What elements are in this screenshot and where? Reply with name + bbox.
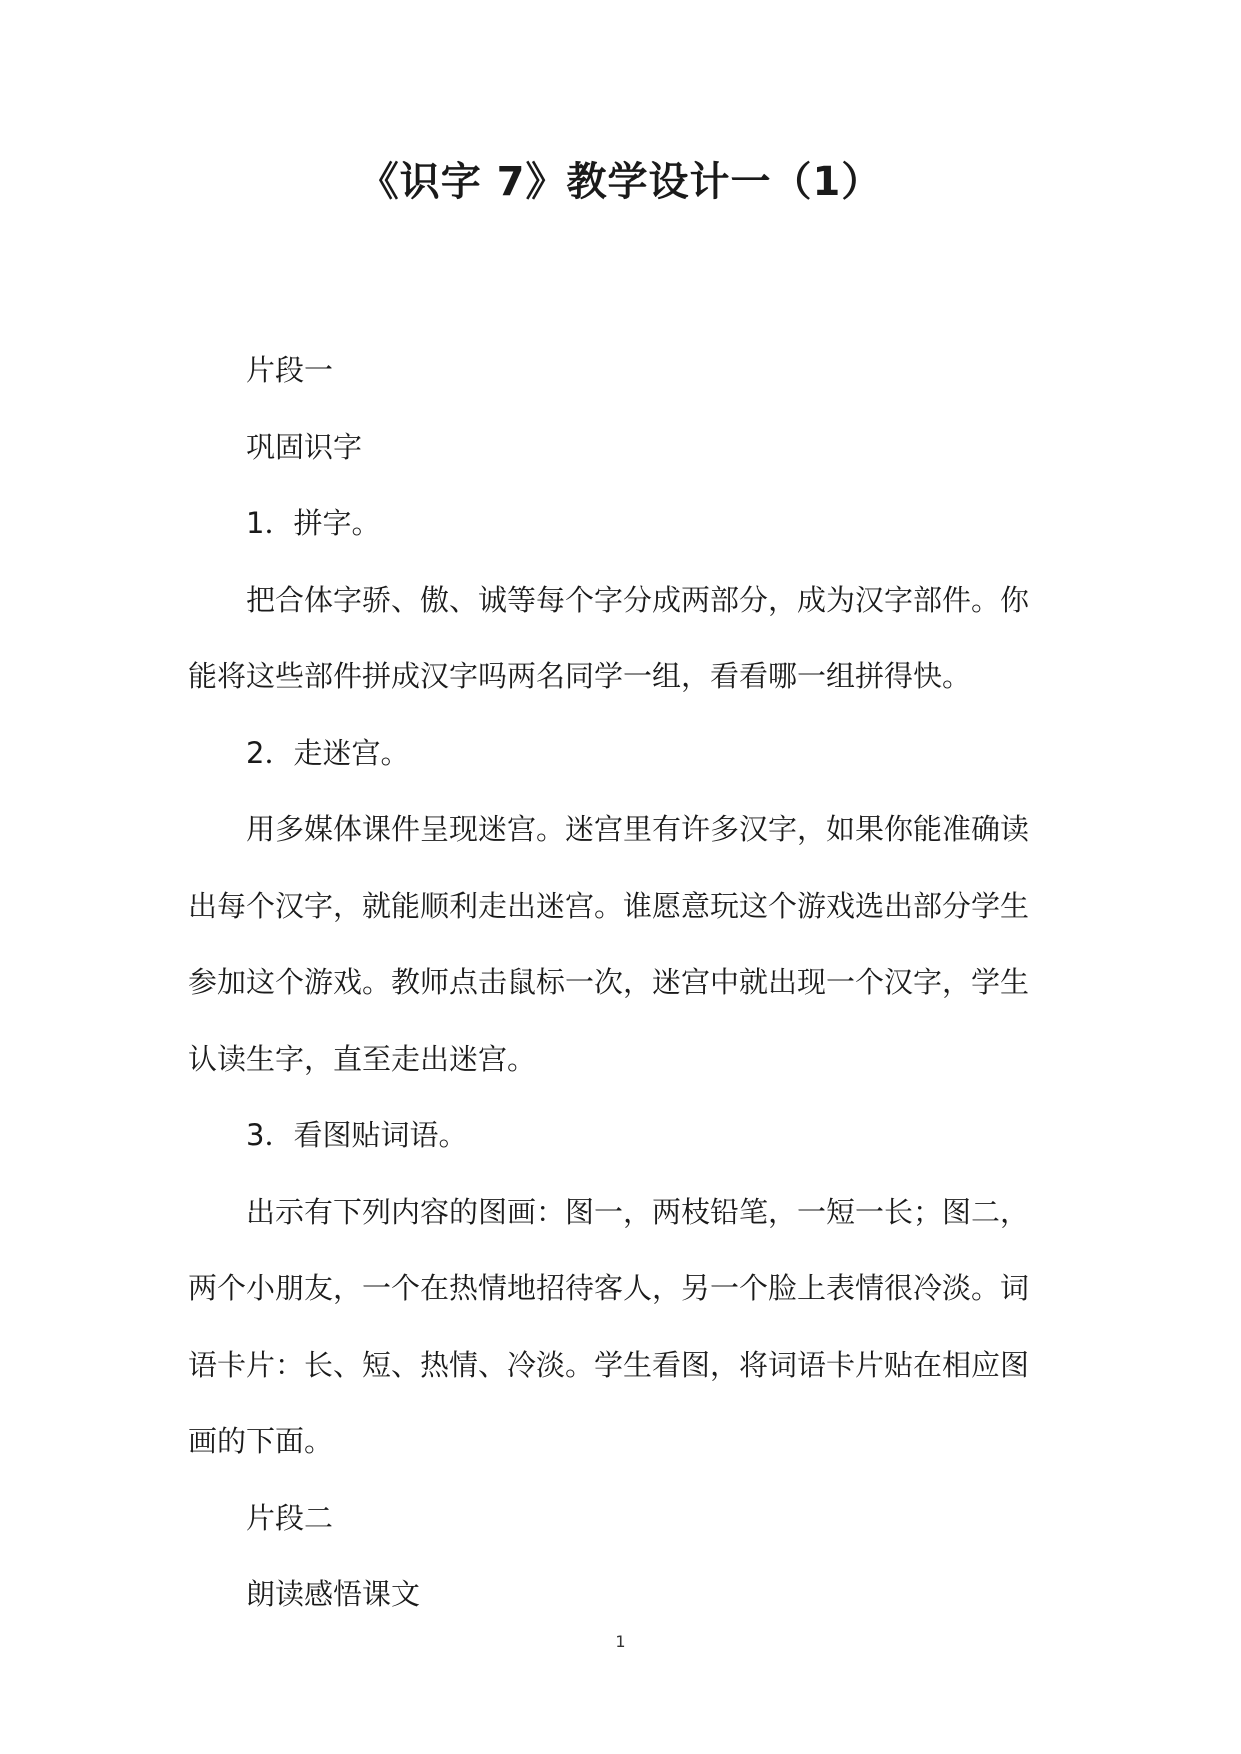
document-body [188, 332, 1053, 1633]
subsection-heading: 巩固识字 [246, 429, 363, 464]
page-number: 1 [615, 1632, 626, 1651]
section-heading-1: 片段一 [246, 353, 334, 387]
item-heading-2: 2．走迷宫。 [246, 735, 410, 770]
item-heading-1: 1．拼字。 [246, 506, 381, 540]
paragraph-1: 把合体字骄、傲、诚等每个字分成两部分，成为汉字部件。你能将这些部件拼成汉字吗两名同学一组，看看哪一组拼得快。 [188, 582, 1030, 693]
section-heading-2: 片段二 [246, 1500, 334, 1535]
paragraph-3: 出示有下列内容的图画：图一，两枝铅笔，一短一长；图二，两个小朋友，一个在热情地招待客人，另一个脸上表情很冷淡。词语卡片：长、短、热情、冷淡。学生看图，将词语卡片贴在相应图画的下面。 [188, 1194, 1030, 1458]
paragraph-2: 用多媒体课件呈现迷宫。迷宫里有许多汉字，如果你能准确读出每个汉字，就能顺利走出迷宫。谁愿意玩这个游戏选出部分学生参加这个游戏。教师点击鼠标一次，迷宫中就出现一个汉字，学生认读生字，直至走出迷宫。 [188, 812, 1030, 1076]
document-title: 《识字 7》教学设计一（1） [358, 159, 883, 205]
item-heading-3: 3．看图贴词语。 [246, 1118, 468, 1152]
subsection-heading-2: 朗读感悟课文 [246, 1577, 421, 1611]
